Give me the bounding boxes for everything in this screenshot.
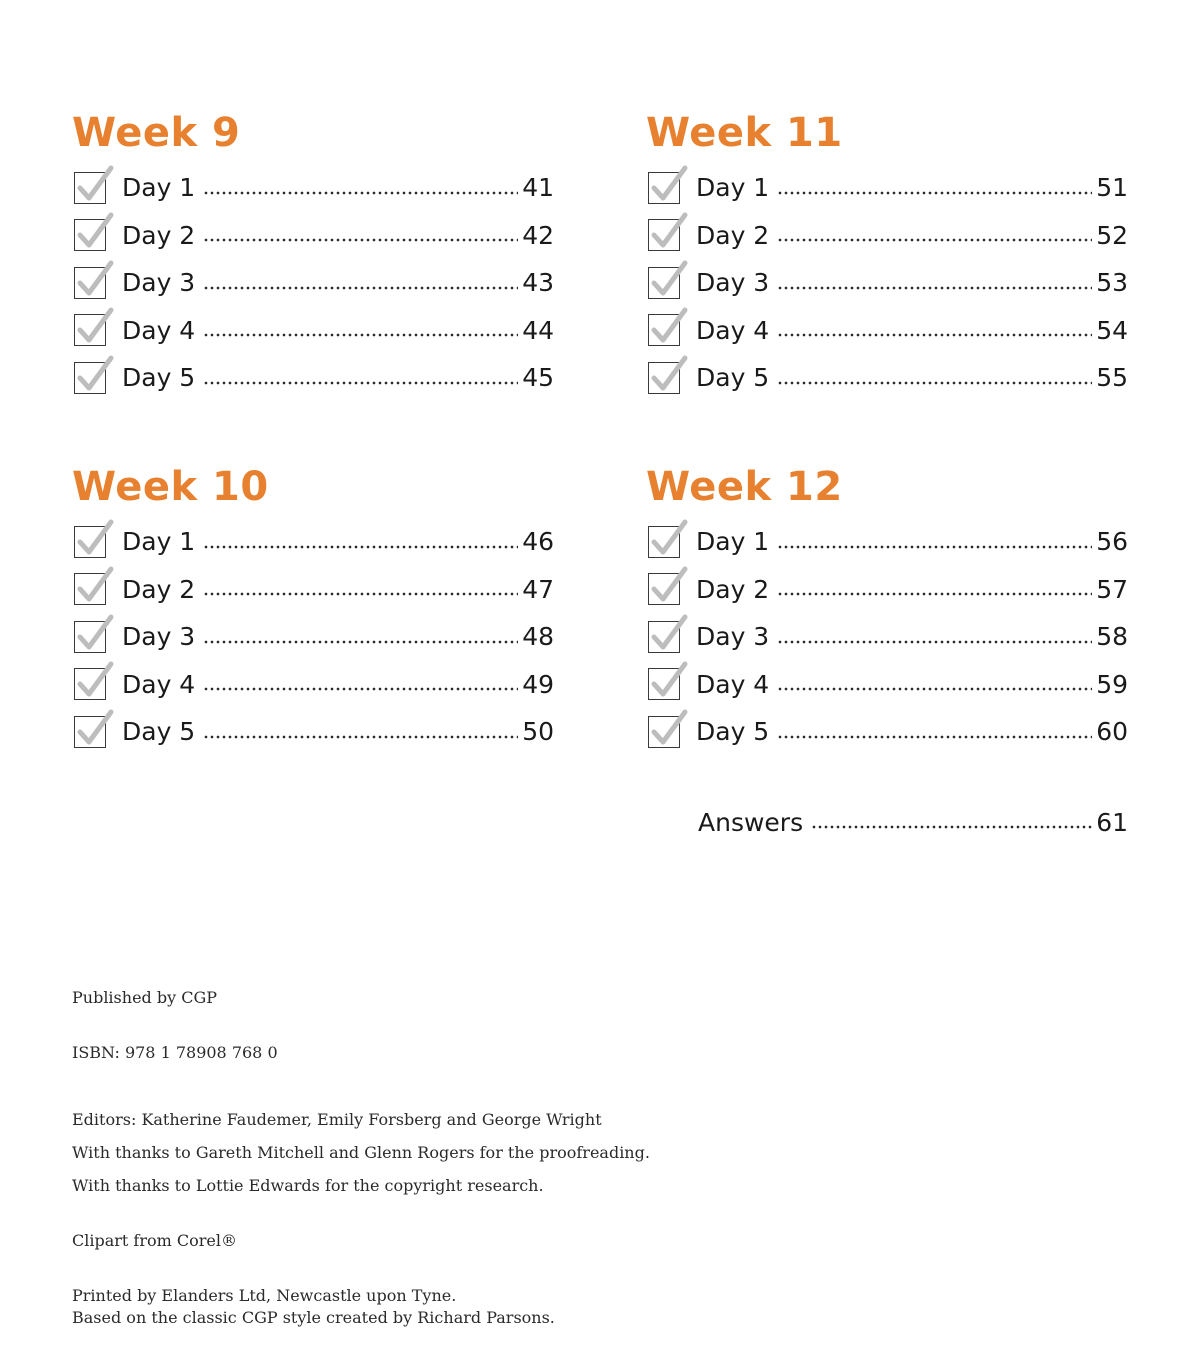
page-number: 59 <box>1096 669 1128 699</box>
tick-icon <box>76 166 114 204</box>
contents-entry-day-2[interactable] <box>72 212 554 260</box>
dot-leader <box>777 333 1092 337</box>
dot-leader <box>203 381 518 385</box>
tick-icon <box>76 710 114 748</box>
day-label: Day 1 <box>696 527 770 557</box>
tick-icon <box>650 166 688 204</box>
contents-entry-day-3[interactable] <box>72 259 554 307</box>
checkbox-icon[interactable] <box>648 621 680 653</box>
day-label: Day 3 <box>696 622 770 652</box>
tick-icon <box>76 261 114 299</box>
page-number: 51 <box>1096 173 1128 203</box>
week-10-section <box>72 462 554 756</box>
dot-leader <box>777 238 1092 242</box>
page-number: 58 <box>1096 622 1128 652</box>
page-number: 50 <box>522 717 554 747</box>
contents-entry-day-3[interactable] <box>72 613 554 661</box>
checkbox-icon[interactable] <box>74 267 106 299</box>
page-number: 42 <box>522 220 554 250</box>
day-label: Day 4 <box>122 669 196 699</box>
day-label: Day 3 <box>122 622 196 652</box>
tick-icon <box>76 520 114 558</box>
contents-entry-day-3[interactable] <box>646 613 1128 661</box>
answers-label: Answers <box>698 807 804 837</box>
checkbox-icon[interactable] <box>648 362 680 394</box>
page-number: 47 <box>522 574 554 604</box>
checkbox-icon[interactable] <box>648 267 680 299</box>
page-number: 41 <box>522 173 554 203</box>
checkbox-icon[interactable] <box>648 526 680 558</box>
day-label: Day 5 <box>122 717 196 747</box>
contents-entry-day-4[interactable] <box>72 661 554 709</box>
tick-icon <box>76 662 114 700</box>
checkbox-icon[interactable] <box>74 668 106 700</box>
contents-entry-day-2[interactable] <box>72 566 554 614</box>
page-number: 44 <box>522 315 554 345</box>
dot-leader <box>203 191 518 195</box>
dot-leader <box>203 735 518 739</box>
checkbox-icon[interactable] <box>74 362 106 394</box>
checkbox-icon[interactable] <box>648 172 680 204</box>
dot-leader <box>777 640 1092 644</box>
tick-icon <box>76 213 114 251</box>
dot-leader <box>203 286 518 290</box>
page-number: 56 <box>1096 527 1128 557</box>
tick-icon <box>650 662 688 700</box>
tick-icon <box>650 520 688 558</box>
copyright-thanks-line: With thanks to Lottie Edwards for the copyright research. <box>72 1176 544 1195</box>
contents-entry-day-1[interactable] <box>72 164 554 212</box>
day-label: Day 2 <box>122 574 196 604</box>
checkbox-icon[interactable] <box>74 573 106 605</box>
page-number: 46 <box>522 527 554 557</box>
contents-entry-day-1[interactable] <box>72 518 554 566</box>
week-title: Week 9 <box>72 110 241 156</box>
dot-leader <box>203 687 518 691</box>
tick-icon <box>650 710 688 748</box>
checkbox-icon[interactable] <box>74 172 106 204</box>
dot-leader <box>777 545 1092 549</box>
contents-entry-day-5[interactable] <box>72 708 554 756</box>
dot-leader <box>203 333 518 337</box>
contents-entry-day-4[interactable] <box>72 307 554 355</box>
contents-entry-day-5[interactable] <box>646 708 1128 756</box>
checkbox-icon[interactable] <box>74 219 106 251</box>
week-9-section <box>72 108 554 402</box>
page-number: 52 <box>1096 220 1128 250</box>
day-label: Day 1 <box>696 173 770 203</box>
page-number: 45 <box>522 363 554 393</box>
day-label: Day 2 <box>696 574 770 604</box>
tick-icon <box>650 308 688 346</box>
page-number: 57 <box>1096 574 1128 604</box>
day-label: Day 1 <box>122 173 196 203</box>
week-title: Week 10 <box>72 464 269 510</box>
day-label: Day 5 <box>696 717 770 747</box>
tick-icon <box>650 261 688 299</box>
page-number: 49 <box>522 669 554 699</box>
checkbox-icon[interactable] <box>74 716 106 748</box>
tick-icon <box>76 567 114 605</box>
proofreading-thanks-line: With thanks to Gareth Mitchell and Glenn Rogers for the proofreading. <box>72 1143 650 1162</box>
tick-icon <box>76 356 114 394</box>
dot-leader <box>777 687 1092 691</box>
style-credit-line: Based on the classic CGP style created by Richard Parsons. <box>72 1308 555 1327</box>
dot-leader <box>777 286 1092 290</box>
day-label: Day 2 <box>122 220 196 250</box>
contents-entry-day-4[interactable] <box>646 661 1128 709</box>
contents-entry-day-4[interactable] <box>646 307 1128 355</box>
contents-entry-day-2[interactable] <box>646 566 1128 614</box>
isbn-line: ISBN: 978 1 78908 768 0 <box>72 1043 278 1062</box>
dot-leader <box>777 735 1092 739</box>
day-label: Day 4 <box>696 669 770 699</box>
day-label: Day 5 <box>122 363 196 393</box>
week-title: Week 12 <box>646 464 843 510</box>
page-number: 60 <box>1096 717 1128 747</box>
day-label: Day 3 <box>696 268 770 298</box>
page-number: 53 <box>1096 268 1128 298</box>
checkbox-icon[interactable] <box>648 668 680 700</box>
printer-line: Printed by Elanders Ltd, Newcastle upon Tyne. <box>72 1286 457 1305</box>
page-number: 43 <box>522 268 554 298</box>
day-label: Day 5 <box>696 363 770 393</box>
tick-icon <box>650 567 688 605</box>
week-12-section <box>646 462 1128 756</box>
tick-icon <box>76 615 114 653</box>
week-11-section <box>646 108 1128 402</box>
dot-leader <box>777 592 1092 596</box>
day-label: Day 2 <box>696 220 770 250</box>
day-label: Day 4 <box>696 315 770 345</box>
checkbox-icon[interactable] <box>74 526 106 558</box>
contents-entry-day-3[interactable] <box>646 259 1128 307</box>
editors-line: Editors: Katherine Faudemer, Emily Forsberg and George Wright <box>72 1110 602 1129</box>
tick-icon <box>76 308 114 346</box>
contents-entry-day-5[interactable] <box>646 354 1128 402</box>
dot-leader <box>203 640 518 644</box>
page-number: 55 <box>1096 363 1128 393</box>
checkbox-icon[interactable] <box>648 314 680 346</box>
contents-entry-day-1[interactable] <box>646 518 1128 566</box>
answers-page-number: 61 <box>1096 807 1128 837</box>
dot-leader <box>777 191 1092 195</box>
tick-icon <box>650 615 688 653</box>
checkbox-icon[interactable] <box>74 621 106 653</box>
week-title: Week 11 <box>646 110 843 156</box>
contents-entry-day-2[interactable] <box>646 212 1128 260</box>
tick-icon <box>650 356 688 394</box>
contents-entry-day-1[interactable] <box>646 164 1128 212</box>
page-number: 54 <box>1096 315 1128 345</box>
clipart-line: Clipart from Corel® <box>72 1231 237 1250</box>
day-label: Day 4 <box>122 315 196 345</box>
page-number: 48 <box>522 622 554 652</box>
contents-entry-day-5[interactable] <box>72 354 554 402</box>
dot-leader <box>203 238 518 242</box>
day-label: Day 1 <box>122 527 196 557</box>
checkbox-icon[interactable] <box>74 314 106 346</box>
tick-icon <box>650 213 688 251</box>
dot-leader <box>811 825 1092 829</box>
day-label: Day 3 <box>122 268 196 298</box>
dot-leader <box>203 545 518 549</box>
dot-leader <box>777 381 1092 385</box>
publisher-line: Published by CGP <box>72 988 218 1007</box>
dot-leader <box>203 592 518 596</box>
answers-entry[interactable] <box>698 798 1128 846</box>
checkbox-icon[interactable] <box>648 219 680 251</box>
checkbox-icon[interactable] <box>648 573 680 605</box>
checkbox-icon[interactable] <box>648 716 680 748</box>
